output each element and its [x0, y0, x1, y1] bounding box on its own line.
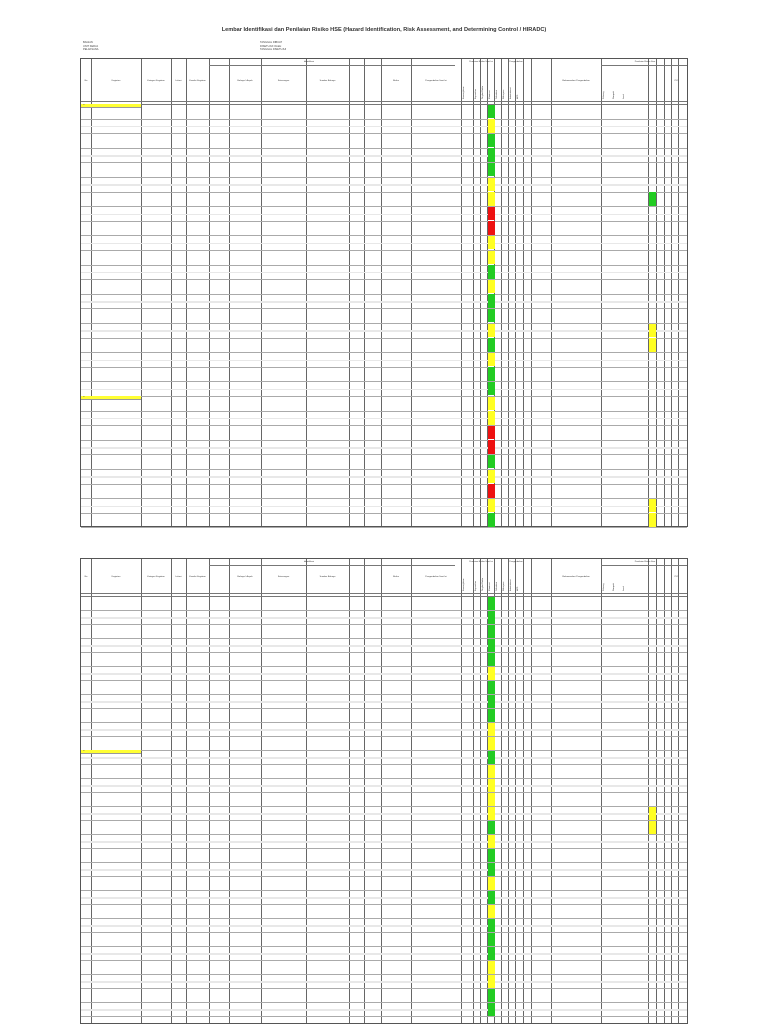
- risk-level-cell: [488, 765, 495, 778]
- row-divider: [81, 680, 687, 681]
- residual-risk-cell: [649, 821, 656, 834]
- row-divider: [81, 946, 687, 947]
- column-divider: [364, 59, 365, 526]
- risk-level-cell: [488, 440, 495, 454]
- column-header: Bahaya / Aspek: [237, 80, 253, 82]
- column-header-vertical: APD: [517, 94, 519, 99]
- row-substripe: [81, 785, 687, 787]
- row-substripe: [81, 813, 687, 815]
- hiradc-table: [80, 558, 688, 1024]
- residual-risk-cell: [649, 192, 656, 206]
- column-header: Kondisi Kegiatan: [189, 576, 206, 578]
- column-header: Lokasi: [175, 80, 182, 82]
- row-substripe: [81, 701, 687, 703]
- row-divider: [81, 708, 687, 709]
- risk-level-cell: [488, 513, 495, 527]
- risk-level-cell: [488, 737, 495, 750]
- risk-level-cell: [488, 163, 495, 177]
- risk-level-cell: [488, 105, 495, 119]
- residual-risk-cell: [649, 513, 656, 527]
- row-substripe: [81, 272, 687, 274]
- row-substripe: [81, 729, 687, 731]
- risk-level-cell: [488, 338, 495, 352]
- risk-level-cell: [488, 367, 495, 381]
- column-header-vertical: Peluang: [603, 91, 605, 99]
- group-header: Pengendalian: [509, 560, 523, 563]
- row-divider: [81, 265, 687, 266]
- risk-level-cell: [488, 779, 495, 792]
- risk-level-cell: [488, 863, 495, 876]
- column-header: Risiko: [393, 80, 399, 82]
- risk-level-cell: [488, 807, 495, 820]
- sheet-page-2: [80, 548, 688, 1024]
- row-divider: [81, 862, 687, 863]
- row-divider: [81, 177, 687, 178]
- column-header: PIC: [674, 80, 679, 82]
- column-divider: [678, 59, 679, 526]
- column-header: Keterangan: [277, 576, 290, 578]
- risk-level-cell: [488, 597, 495, 610]
- field-label: TANGGAL DIBUAT: [260, 41, 283, 44]
- row-substripe: [81, 243, 687, 245]
- row-divider: [81, 624, 687, 625]
- section-header: [81, 396, 141, 400]
- group-header: Penilaian Risiko Sisa: [634, 560, 656, 563]
- column-header: Pengendalian Saat Ini: [425, 576, 447, 578]
- column-header: Sumber Bahaya: [319, 80, 336, 82]
- column-header-vertical: Kemungkinan: [463, 86, 465, 99]
- column-header: No: [84, 576, 88, 578]
- row-divider: [81, 498, 687, 499]
- row-divider: [81, 1016, 687, 1017]
- column-header: Rekomendasi Pengendalian: [562, 80, 590, 82]
- column-header: PIC: [674, 576, 679, 578]
- column-header-vertical: Keparahan: [475, 580, 477, 591]
- column-divider: [349, 59, 350, 526]
- row-substripe: [81, 953, 687, 955]
- row-divider: [81, 722, 687, 723]
- risk-level-cell: [488, 499, 495, 513]
- row-divider: [81, 119, 687, 120]
- field-label: TANGGAL DISETUJUI: [260, 48, 287, 52]
- row-substripe: [81, 617, 687, 619]
- residual-risk-cell: [649, 338, 656, 352]
- column-divider: [515, 59, 516, 526]
- risk-level-cell: [488, 251, 495, 265]
- row-substripe: [81, 673, 687, 675]
- column-divider: [648, 59, 649, 526]
- row-divider: [81, 294, 687, 295]
- column-header-vertical: Tingkat Risiko: [482, 86, 484, 99]
- column-header: Kegiatan: [111, 80, 121, 82]
- row-substripe: [81, 214, 687, 216]
- risk-level-cell: [488, 236, 495, 250]
- column-divider: [186, 59, 187, 526]
- row-substripe: [81, 506, 687, 508]
- row-divider: [81, 764, 687, 765]
- header-divider: [601, 565, 687, 566]
- row-divider: [81, 484, 687, 485]
- risk-level-cell: [488, 695, 495, 708]
- residual-risk-cell: [649, 807, 656, 820]
- risk-level-cell: [488, 426, 495, 440]
- row-divider: [81, 206, 687, 207]
- row-divider: [81, 974, 687, 975]
- risk-level-cell: [488, 397, 495, 411]
- risk-level-cell: [488, 975, 495, 988]
- row-divider: [81, 1002, 687, 1003]
- row-substripe: [81, 301, 687, 303]
- row-substripe: [81, 155, 687, 157]
- row-divider: [81, 352, 687, 353]
- section-label: B: [83, 396, 85, 398]
- risk-level-cell: [488, 877, 495, 890]
- row-divider: [81, 848, 687, 849]
- column-header-vertical: Dampak: [613, 583, 615, 591]
- column-divider: [551, 59, 552, 526]
- column-header-vertical: APD: [517, 586, 519, 591]
- column-header-vertical: Level: [623, 94, 625, 99]
- row-divider: [81, 513, 687, 514]
- column-divider: [461, 59, 462, 526]
- risk-level-cell: [488, 933, 495, 946]
- column-divider: [656, 59, 657, 526]
- group-header: Penilaian Risiko Sisa: [634, 60, 656, 63]
- field-label: DISETUJUI OLEH: [260, 44, 282, 48]
- risk-level-cell: [488, 324, 495, 338]
- risk-level-cell: [488, 709, 495, 722]
- row-divider: [81, 666, 687, 667]
- row-divider: [81, 610, 687, 611]
- risk-level-cell: [488, 411, 495, 425]
- row-divider: [81, 148, 687, 149]
- risk-level-cell: [488, 653, 495, 666]
- row-divider: [81, 367, 687, 368]
- risk-level-cell: [488, 723, 495, 736]
- column-divider: [480, 59, 481, 526]
- row-substripe: [81, 925, 687, 927]
- row-substripe: [81, 418, 687, 420]
- row-divider: [81, 694, 687, 695]
- column-divider: [411, 59, 412, 526]
- field-label: UNIT KERJA: [83, 44, 99, 48]
- row-substripe: [81, 184, 687, 186]
- column-header-vertical: Peluang: [603, 583, 605, 591]
- risk-level-cell: [488, 835, 495, 848]
- row-divider: [81, 279, 687, 280]
- row-divider: [81, 527, 687, 528]
- row-substripe: [81, 476, 687, 478]
- risk-level-cell: [488, 905, 495, 918]
- group-header: Penilaian Risiko Saat Ini: [469, 560, 493, 563]
- risk-level-cell: [488, 148, 495, 162]
- column-divider: [209, 59, 210, 526]
- row-substripe: [81, 841, 687, 843]
- row-divider: [81, 425, 687, 426]
- risk-level-cell: [488, 280, 495, 294]
- risk-level-cell: [488, 207, 495, 221]
- group-header: Identifikasi: [303, 60, 315, 63]
- section-label: B: [83, 750, 85, 752]
- row-substripe: [81, 897, 687, 899]
- column-header-vertical: Kemungkinan: [463, 578, 465, 591]
- sheet-page-1: [80, 22, 688, 527]
- row-divider: [81, 454, 687, 455]
- row-divider: [81, 918, 687, 919]
- row-divider: [81, 932, 687, 933]
- row-divider: [81, 192, 687, 193]
- column-divider: [501, 59, 502, 526]
- risk-level-cell: [488, 178, 495, 192]
- row-divider: [81, 736, 687, 737]
- column-header-vertical: Administrasi: [510, 579, 512, 591]
- column-divider: [91, 59, 92, 526]
- row-divider: [81, 235, 687, 236]
- section-header: [81, 104, 141, 108]
- column-divider: [664, 59, 665, 526]
- column-header-vertical: Substitusi: [496, 89, 498, 99]
- header-divider: [81, 101, 687, 102]
- risk-level-cell: [488, 989, 495, 1002]
- column-divider: [671, 59, 672, 526]
- column-header: No: [84, 80, 88, 82]
- row-divider: [81, 820, 687, 821]
- risk-level-cell: [488, 470, 495, 484]
- risk-level-cell: [488, 639, 495, 652]
- column-header: Kategori Kegiatan: [147, 80, 165, 82]
- header-divider: [81, 104, 687, 105]
- column-header: Rekomendasi Pengendalian: [562, 576, 590, 578]
- risk-level-cell: [488, 119, 495, 133]
- header-fields-right: [260, 41, 300, 52]
- residual-risk-cell: [649, 324, 656, 338]
- row-divider: [81, 638, 687, 639]
- column-divider: [523, 59, 524, 526]
- column-divider: [141, 59, 142, 526]
- risk-level-cell: [488, 353, 495, 367]
- risk-level-cell: [488, 793, 495, 806]
- column-header: Risiko: [393, 576, 399, 578]
- row-divider: [81, 750, 687, 751]
- row-substripe: [81, 447, 687, 449]
- residual-risk-cell: [649, 499, 656, 513]
- risk-level-cell: [488, 134, 495, 148]
- column-header-vertical: Tingkat Risiko: [482, 578, 484, 591]
- row-divider: [81, 834, 687, 835]
- row-divider: [81, 890, 687, 891]
- row-divider: [81, 960, 687, 961]
- row-divider: [81, 904, 687, 905]
- row-divider: [81, 338, 687, 339]
- row-substripe: [81, 1009, 687, 1011]
- hiradc-table: [80, 58, 688, 527]
- document-title: Lembar Identifikasi dan Penilaian Risiko HSE (Hazard Identification, Risk Assessment, and Determining Control / HIRADC): [221, 27, 547, 33]
- group-header: Penilaian Risiko Saat Ini: [469, 60, 493, 63]
- header-divider: [209, 565, 455, 566]
- risk-level-cell: [488, 309, 495, 323]
- column-divider: [171, 59, 172, 526]
- row-divider: [81, 323, 687, 324]
- risk-level-cell: [488, 947, 495, 960]
- row-substripe: [81, 330, 687, 332]
- row-divider: [81, 396, 687, 397]
- column-header-vertical: Rekayasa: [503, 89, 505, 99]
- risk-level-cell: [488, 667, 495, 680]
- row-divider: [81, 778, 687, 779]
- row-divider: [81, 806, 687, 807]
- column-header-vertical: Keparahan: [475, 88, 477, 99]
- group-header: Identifikasi: [303, 560, 315, 563]
- row-divider: [81, 221, 687, 222]
- row-divider: [81, 469, 687, 470]
- risk-level-cell: [488, 821, 495, 834]
- row-divider: [81, 988, 687, 989]
- row-divider: [81, 440, 687, 441]
- risk-level-cell: [488, 484, 495, 498]
- column-header: Kegiatan: [111, 576, 121, 578]
- row-divider: [81, 133, 687, 134]
- risk-level-cell: [488, 455, 495, 469]
- risk-level-cell: [488, 961, 495, 974]
- column-divider: [531, 59, 532, 526]
- column-header-vertical: Level: [623, 586, 625, 591]
- column-header-vertical: Eliminasi: [489, 582, 491, 591]
- column-header-vertical: Eliminasi: [489, 90, 491, 99]
- header-divider: [209, 65, 455, 66]
- risk-level-cell: [488, 221, 495, 235]
- row-substripe: [81, 126, 687, 128]
- row-divider: [81, 381, 687, 382]
- row-divider: [81, 411, 687, 412]
- risk-level-cell: [488, 611, 495, 624]
- field-label: PELAKSANA: [83, 48, 99, 52]
- header-fields-left: [83, 41, 111, 52]
- header-divider: [81, 596, 687, 597]
- risk-level-cell: [488, 751, 495, 764]
- column-header-vertical: Rekayasa: [503, 581, 505, 591]
- column-header: Lokasi: [175, 576, 182, 578]
- risk-level-cell: [488, 681, 495, 694]
- column-header-vertical: Substitusi: [496, 581, 498, 591]
- risk-level-cell: [488, 294, 495, 308]
- column-divider: [229, 59, 230, 526]
- row-divider: [81, 250, 687, 251]
- risk-level-cell: [488, 382, 495, 396]
- column-divider: [306, 59, 307, 526]
- column-divider: [261, 59, 262, 526]
- column-divider: [473, 59, 474, 526]
- risk-level-cell: [488, 265, 495, 279]
- header-divider: [81, 593, 687, 594]
- row-substripe: [81, 981, 687, 983]
- section-label: A: [83, 104, 85, 106]
- row-substripe: [81, 757, 687, 759]
- row-divider: [81, 792, 687, 793]
- column-header: Pengendalian Saat Ini: [425, 80, 447, 82]
- row-substripe: [81, 360, 687, 362]
- column-header: Keterangan: [277, 80, 290, 82]
- risk-level-cell: [488, 1003, 495, 1016]
- column-header: Kondisi Kegiatan: [189, 80, 206, 82]
- risk-level-cell: [488, 192, 495, 206]
- row-divider: [81, 652, 687, 653]
- row-divider: [81, 876, 687, 877]
- column-header: Kategori Kegiatan: [147, 576, 165, 578]
- row-divider: [81, 162, 687, 163]
- section-header: [81, 750, 141, 754]
- column-header: Sumber Bahaya: [319, 576, 336, 578]
- field-label: BAGIAN: [83, 41, 93, 44]
- column-divider: [601, 59, 602, 526]
- row-substripe: [81, 389, 687, 391]
- risk-level-cell: [488, 849, 495, 862]
- risk-level-cell: [488, 625, 495, 638]
- column-header-vertical: Administrasi: [510, 87, 512, 99]
- header-divider: [601, 65, 687, 66]
- risk-level-cell: [488, 919, 495, 932]
- risk-level-cell: [488, 891, 495, 904]
- column-header: Bahaya / Aspek: [237, 576, 253, 578]
- row-divider: [81, 308, 687, 309]
- column-divider: [508, 59, 509, 526]
- row-substripe: [81, 869, 687, 871]
- row-substripe: [81, 645, 687, 647]
- column-header-vertical: Dampak: [613, 91, 615, 99]
- group-header: Pengendalian: [509, 60, 523, 63]
- column-divider: [381, 59, 382, 526]
